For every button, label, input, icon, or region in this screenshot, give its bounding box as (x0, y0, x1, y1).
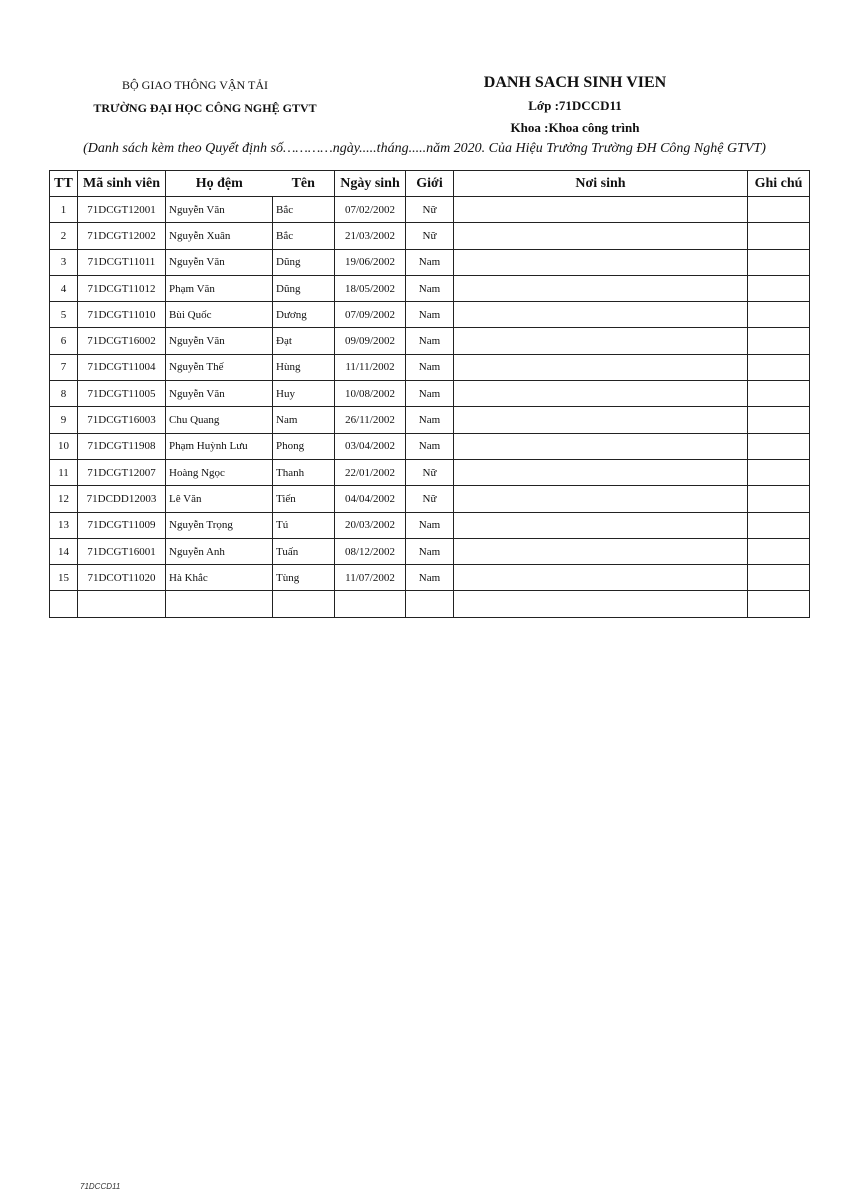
cell-notes (748, 381, 810, 407)
table-row (50, 486, 810, 512)
cell-tt: 7 (50, 354, 78, 380)
cell-birthplace (454, 197, 748, 223)
table-row (50, 433, 810, 459)
cell-tt: 3 (50, 249, 78, 275)
table-row (50, 512, 810, 538)
cell-gender: Nam (406, 354, 454, 380)
faculty-label: Khoa :Khoa công trình (510, 120, 640, 135)
cell-middle-name: Nguyễn Văn (166, 249, 273, 275)
cell-tt: 13 (50, 512, 78, 538)
cell-middle-name: Phạm Văn (166, 275, 273, 301)
cell-gender: Nam (406, 328, 454, 354)
cell-gender: Nam (406, 302, 454, 328)
student-table (49, 170, 810, 618)
cell-middle-name: Bùi Quốc (166, 302, 273, 328)
cell-first-name: Dũng (273, 275, 335, 301)
cell-birthplace (454, 407, 748, 433)
cell-dob: 18/05/2002 (335, 275, 406, 301)
cell-tt: 4 (50, 275, 78, 301)
cell-gender: Nam (406, 275, 454, 301)
ministry-name: BỘ GIAO THÔNG VẬN TẢI (122, 78, 268, 92)
cell-dob: 03/04/2002 (335, 433, 406, 459)
table-row (50, 223, 810, 249)
cell-first-name: Tuấn (273, 538, 335, 564)
cell-notes (748, 275, 810, 301)
cell-birthplace (454, 354, 748, 380)
table-row (50, 538, 810, 564)
cell-dob: 07/09/2002 (335, 302, 406, 328)
header-dob: Ngày sinh (335, 171, 406, 197)
table-row (50, 328, 810, 354)
cell-birthplace (454, 223, 748, 249)
cell-middle-name: Nguyễn Thế (166, 354, 273, 380)
table-row (50, 381, 810, 407)
cell-tt (50, 591, 78, 617)
cell-notes (748, 197, 810, 223)
document-title: DANH SACH SINH VIEN (483, 74, 667, 91)
cell-dob: 09/09/2002 (335, 328, 406, 354)
table-body (50, 197, 810, 618)
cell-notes (748, 354, 810, 380)
header-birthplace: Nơi sinh (454, 171, 748, 197)
cell-dob: 04/04/2002 (335, 486, 406, 512)
cell-first-name: Tú (273, 512, 335, 538)
cell-middle-name: Nguyễn Anh (166, 538, 273, 564)
cell-notes (748, 223, 810, 249)
cell-notes (748, 538, 810, 564)
cell-first-name: Thanh (273, 459, 335, 485)
cell-gender: Nữ (406, 197, 454, 223)
cell-tt: 15 (50, 565, 78, 591)
cell-middle-name: Hoàng Ngọc (166, 459, 273, 485)
cell-tt: 12 (50, 486, 78, 512)
cell-birthplace (454, 275, 748, 301)
cell-dob: 20/03/2002 (335, 512, 406, 538)
cell-birthplace (454, 565, 748, 591)
cell-gender: Nam (406, 565, 454, 591)
cell-dob: 11/11/2002 (335, 354, 406, 380)
cell-first-name: Hùng (273, 354, 335, 380)
header-gender: Giới (406, 171, 454, 197)
table-row (50, 249, 810, 275)
cell-first-name: Bắc (273, 197, 335, 223)
cell-dob (335, 591, 406, 617)
footer-label: 71DCCD11 (80, 1182, 121, 1191)
cell-student-id: 71DCGT11012 (78, 275, 166, 301)
cell-dob: 19/06/2002 (335, 249, 406, 275)
cell-birthplace (454, 512, 748, 538)
cell-student-id: 71DCGT11011 (78, 249, 166, 275)
cell-first-name: Tiến (273, 486, 335, 512)
cell-student-id: 71DCGT16001 (78, 538, 166, 564)
cell-middle-name: Nguyễn Xuân (166, 223, 273, 249)
cell-gender: Nữ (406, 459, 454, 485)
table-row (50, 354, 810, 380)
school-name: TRƯỜNG ĐẠI HỌC CÔNG NGHỆ GTVT (93, 101, 317, 115)
table-row (50, 565, 810, 591)
cell-middle-name: Phạm Huỳnh Lưu (166, 433, 273, 459)
table-header-row (50, 171, 810, 197)
cell-birthplace (454, 538, 748, 564)
cell-student-id: 71DCGT11010 (78, 302, 166, 328)
cell-gender: Nam (406, 381, 454, 407)
table-row (50, 302, 810, 328)
cell-student-id: 71DCGT11908 (78, 433, 166, 459)
cell-gender: Nam (406, 433, 454, 459)
cell-gender: Nữ (406, 223, 454, 249)
cell-middle-name: Nguyễn Trọng (166, 512, 273, 538)
cell-birthplace (454, 459, 748, 485)
header-first-name: Tên (273, 171, 335, 197)
cell-tt: 2 (50, 223, 78, 249)
cell-tt: 10 (50, 433, 78, 459)
table-row (50, 591, 810, 617)
cell-notes (748, 512, 810, 538)
cell-student-id: 71DCDD12003 (78, 486, 166, 512)
cell-tt: 11 (50, 459, 78, 485)
cell-birthplace (454, 249, 748, 275)
cell-notes (748, 591, 810, 617)
cell-notes (748, 302, 810, 328)
cell-gender: Nữ (406, 486, 454, 512)
cell-tt: 9 (50, 407, 78, 433)
cell-notes (748, 459, 810, 485)
cell-birthplace (454, 328, 748, 354)
cell-student-id: 71DCGT12002 (78, 223, 166, 249)
cell-notes (748, 328, 810, 354)
cell-student-id: 71DCGT11009 (78, 512, 166, 538)
cell-dob: 11/07/2002 (335, 565, 406, 591)
table-row (50, 275, 810, 301)
cell-first-name: Đạt (273, 328, 335, 354)
cell-student-id: 71DCGT12001 (78, 197, 166, 223)
table-row (50, 407, 810, 433)
cell-dob: 22/01/2002 (335, 459, 406, 485)
cell-tt: 14 (50, 538, 78, 564)
decision-note: (Danh sách kèm theo Quyết định số…………ngày.....tháng.....năm 2020. Của Hiệu Trưởng Trường ĐH Công Nghệ GTVT) (83, 141, 766, 156)
cell-birthplace (454, 381, 748, 407)
cell-dob: 21/03/2002 (335, 223, 406, 249)
cell-first-name: Nam (273, 407, 335, 433)
cell-middle-name: Chu Quang (166, 407, 273, 433)
cell-tt: 1 (50, 197, 78, 223)
cell-middle-name: Nguyễn Văn (166, 328, 273, 354)
cell-birthplace (454, 302, 748, 328)
class-label: Lớp :71DCCD11 (528, 98, 622, 113)
cell-gender: Nam (406, 512, 454, 538)
cell-tt: 8 (50, 381, 78, 407)
cell-student-id: 71DCGT16002 (78, 328, 166, 354)
cell-birthplace (454, 486, 748, 512)
header-middle-name: Họ đệm (166, 171, 273, 197)
cell-birthplace (454, 433, 748, 459)
cell-tt: 5 (50, 302, 78, 328)
cell-notes (748, 433, 810, 459)
cell-student-id: 71DCGT16003 (78, 407, 166, 433)
cell-middle-name: Lê Văn (166, 486, 273, 512)
cell-notes (748, 249, 810, 275)
cell-first-name: Dương (273, 302, 335, 328)
cell-student-id: 71DCGT11005 (78, 381, 166, 407)
cell-middle-name (166, 591, 273, 617)
cell-dob: 08/12/2002 (335, 538, 406, 564)
table-row (50, 197, 810, 223)
cell-first-name (273, 591, 335, 617)
header-student-id: Mã sinh viên (78, 171, 166, 197)
cell-first-name: Huy (273, 381, 335, 407)
cell-gender: Nam (406, 407, 454, 433)
cell-dob: 07/02/2002 (335, 197, 406, 223)
table-row (50, 459, 810, 485)
cell-notes (748, 565, 810, 591)
cell-middle-name: Hà Khắc (166, 565, 273, 591)
header-notes: Ghi chú (748, 171, 810, 197)
cell-first-name: Phong (273, 433, 335, 459)
cell-gender: Nam (406, 538, 454, 564)
cell-notes (748, 486, 810, 512)
cell-middle-name: Nguyễn Văn (166, 197, 273, 223)
cell-notes (748, 407, 810, 433)
cell-student-id: 71DCGT12007 (78, 459, 166, 485)
cell-gender: Nam (406, 249, 454, 275)
cell-first-name: Dũng (273, 249, 335, 275)
cell-birthplace (454, 591, 748, 617)
cell-student-id: 71DCGT11004 (78, 354, 166, 380)
cell-dob: 26/11/2002 (335, 407, 406, 433)
cell-middle-name: Nguyễn Văn (166, 381, 273, 407)
header-tt: TT (50, 171, 78, 197)
cell-first-name: Bắc (273, 223, 335, 249)
cell-tt: 6 (50, 328, 78, 354)
cell-student-id (78, 591, 166, 617)
cell-student-id: 71DCOT11020 (78, 565, 166, 591)
cell-gender (406, 591, 454, 617)
cell-first-name: Tùng (273, 565, 335, 591)
cell-dob: 10/08/2002 (335, 381, 406, 407)
